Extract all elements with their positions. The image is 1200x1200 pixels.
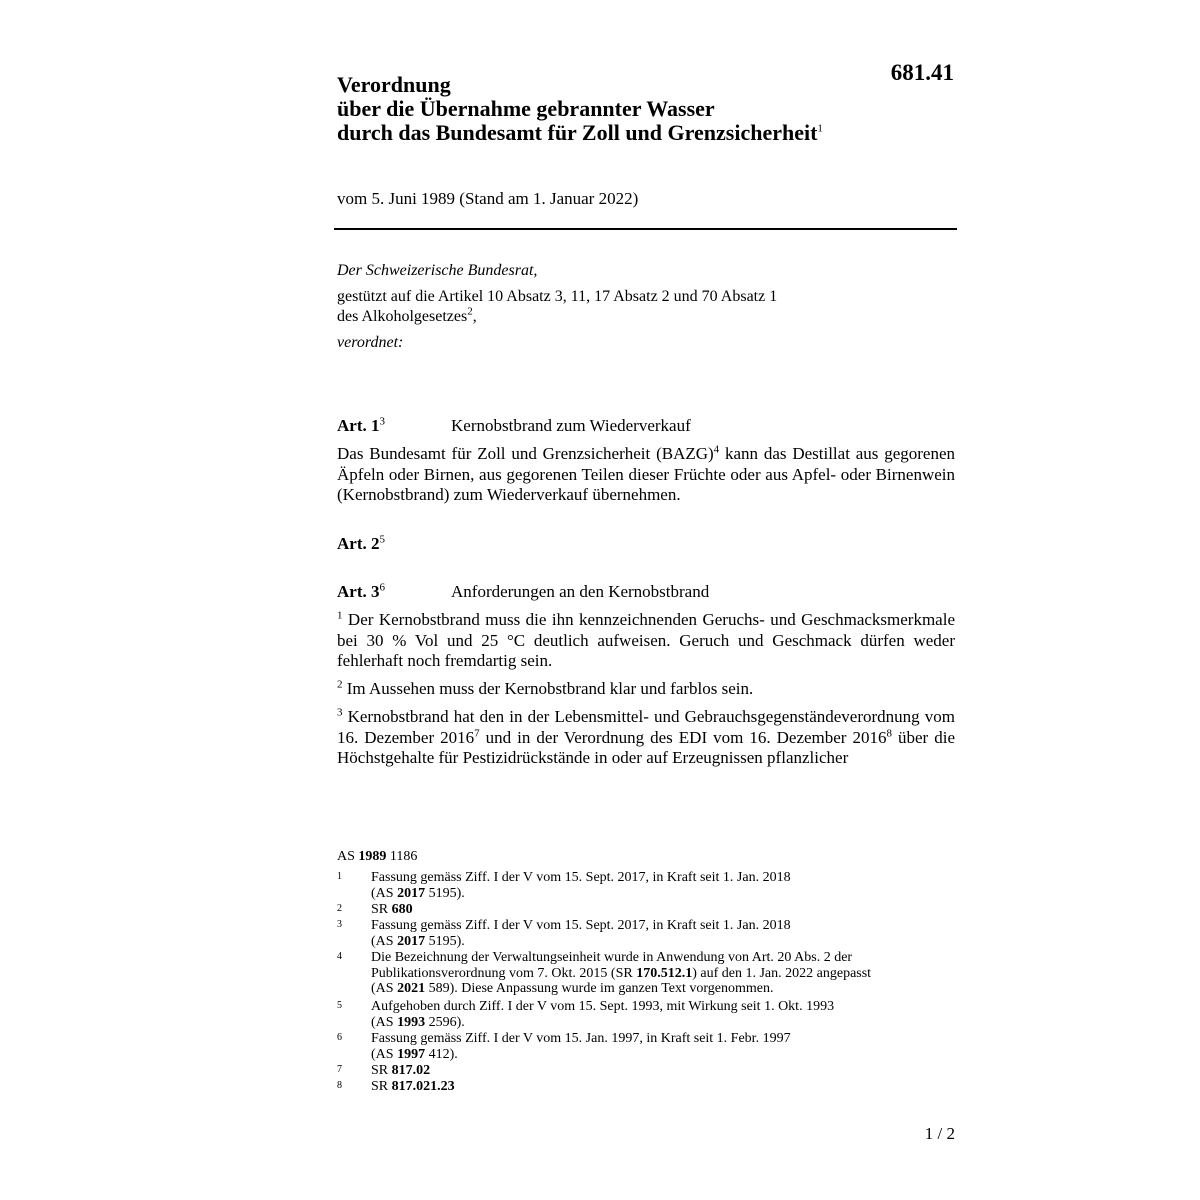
preamble-verordnet: verordnet:	[337, 334, 404, 351]
article-number: Art. $1^3$	[337, 415, 385, 435]
document-title	[337, 73, 823, 145]
footnote-2: 2 SR 680	[337, 902, 413, 917]
footnote-ref[interactable]: 8	[886, 726, 892, 739]
article-1-text: Das Bundesamt für Zoll und Grenzsicherheit (BAZG)$^4$ kann das Destillat aus gegorenen Äpfeln oder Birnen, aus gegorenen Teilen dieser Früchte oder aus Apfel- oder Birnenwein (Kernobstbrand) zum Wiederverkauf übernehmen.	[337, 443, 955, 504]
divider	[334, 228, 957, 230]
footnote-3: 3 Fassung gemäss Ziff. I der V vom 15. Sept. 2017, in Kraft seit 1. Jan. 2018 (AS 2017 5195).	[337, 918, 791, 949]
title-line-2: über die Übernahme gebrannter Wasser	[337, 96, 715, 121]
article-number: Art. $2^5$	[337, 533, 385, 553]
as-reference: AS 1989 1186	[337, 849, 418, 864]
footnote-7: 7 SR 817.02	[337, 1063, 431, 1078]
article-3-heading	[337, 582, 709, 602]
title-line-1: Verordnung	[337, 72, 451, 97]
page-number: 1 / 2	[924, 1124, 955, 1143]
article-title: Anforderungen an den Kernobstbrand	[451, 582, 710, 601]
footnote-8: 8 SR 817.021.23	[337, 1079, 455, 1094]
document-date: vom 5. Juni 1989 (Stand am 1. Januar 2022)	[337, 189, 639, 208]
footnote-ref[interactable]: 6	[379, 581, 385, 594]
sr-number: 681.41	[890, 60, 954, 85]
title-line-3: durch das Bundesamt für Zoll und Grenzsicherheit$^1$	[337, 120, 823, 145]
article-3-paragraph-1: $^1$ Der Kernobstbrand muss die ihn kennzeichnenden Geruchs- und Geschmacksmerkmale bei 30 % Vol und 25 °C deutlich aufweisen. Geruch und Geschmack dürfen weder fehlerhaft noch fremdartig sein.	[337, 609, 955, 670]
footnote-4: 4 Die Bezeichnung der Verwaltungseinheit wurde in Anwendung von Art. 20 Abs. 2 der Publikationsverordnung vom 7. Okt. 2015 (SR 170.512.1) auf den 1. Jan. 2022 angepasst (AS 2021 589). Diese Anpassung wurde im ganzen Text vorgenommen.	[337, 950, 872, 996]
article-number: Art. $3^6$	[337, 581, 385, 601]
footnote-ref[interactable]: 1	[817, 122, 823, 135]
footnote-5: 5 Aufgehoben durch Ziff. I der V vom 15. Sept. 1993, mit Wirkung seit 1. Okt. 1993 (AS 1993 2596).	[337, 999, 835, 1030]
article-3-paragraph-3: $^3$ Kernobstbrand hat den in der Lebensmittel- und Gebrauchsgegenständeverordnung vom 16. Dezember 2016$^7$ und in der Verordnung des EDI vom 16. Dezember 2016$^8$ über die Höchstgehalte für Pestizidrückstände in oder auf Erzeugnissen pflanzlicher	[337, 706, 956, 767]
preamble-authority: Der Schweizerische Bundesrat,	[337, 262, 538, 279]
footnote-1: 1 Fassung gemäss Ziff. I der V vom 15. Sept. 2017, in Kraft seit 1. Jan. 2018 (AS 2017 5195).	[337, 870, 791, 901]
footnote-ref[interactable]: 5	[379, 533, 385, 546]
article-2-heading	[337, 534, 451, 554]
footnote-ref[interactable]: 3	[379, 415, 385, 428]
footnote-ref[interactable]: 2	[467, 305, 473, 318]
article-3-paragraph-2: $^2$ Im Aussehen muss der Kernobstbrand klar und farblos sein.	[337, 678, 754, 698]
article-title: Kernobstbrand zum Wiederverkauf	[451, 416, 691, 435]
article-1-heading	[337, 416, 691, 436]
footnote-6: 6 Fassung gemäss Ziff. I der V vom 15. Jan. 1997, in Kraft seit 1. Febr. 1997 (AS 1997 412).	[337, 1031, 791, 1062]
footnote-ref[interactable]: 7	[474, 726, 480, 739]
footnote-ref[interactable]: 4	[713, 443, 720, 456]
preamble-basis: gestützt auf die Artikel 10 Absatz 3, 11, 17 Absatz 2 und 70 Absatz 1 des Alkoholgesetzes$^2$,	[337, 288, 778, 325]
